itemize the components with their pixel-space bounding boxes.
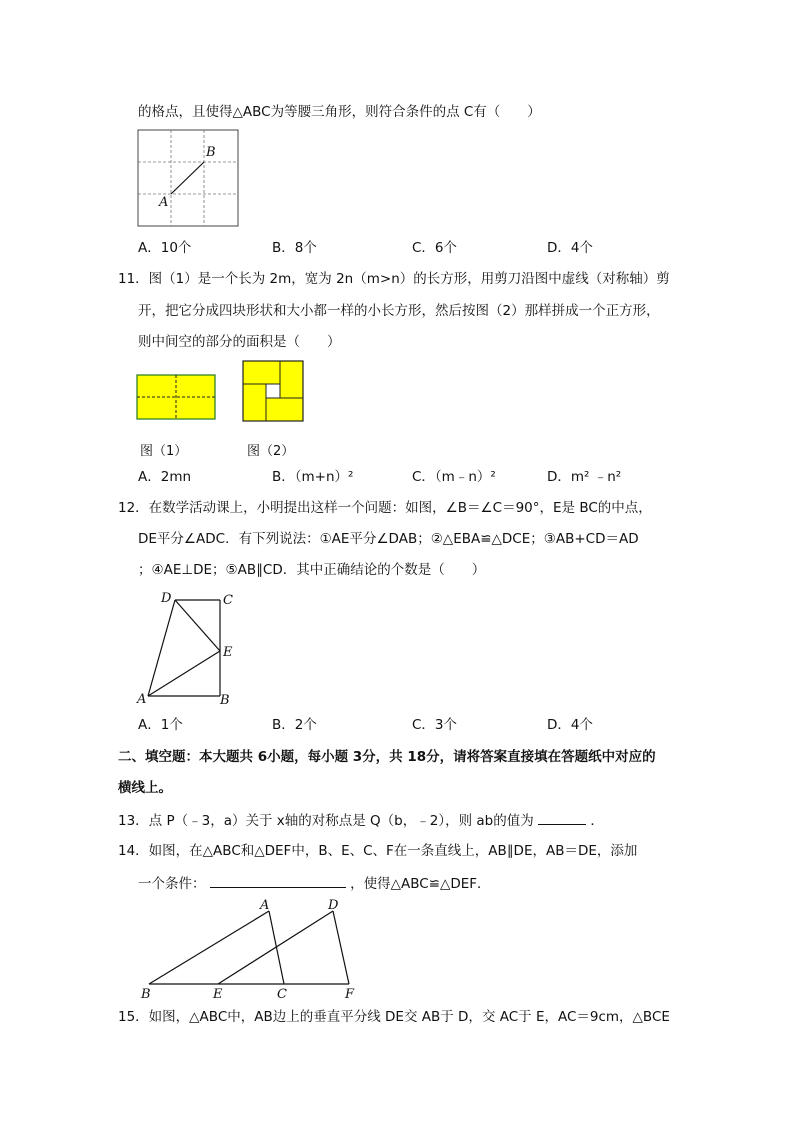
q10-option-b: B．8个: [272, 240, 317, 256]
section-2-heading: 二、填空题：本大题共 6小题，每小题 3分，共 18分，请将答案直接填在答题纸中对应的: [118, 749, 656, 765]
q11-fig1-caption: 图（1）: [140, 444, 188, 459]
q14-figure: [136, 893, 366, 1005]
q12-label-b: B: [220, 693, 230, 708]
q11-line-2: 开，把它分成四块形状和大小都一样的小长方形，然后按图（2）那样拼成一个正方形，: [138, 303, 660, 319]
q10-label-b: B: [206, 145, 216, 160]
q11-option-a: A．2mn: [138, 469, 192, 485]
q11-line-3: 则中间空的部分的面积是（ ）: [138, 334, 341, 350]
q10-option-c: C．6个: [412, 240, 458, 256]
q10-option-a: A．10个: [138, 240, 192, 256]
q10-grid-figure: [136, 128, 242, 230]
q12-figure: [134, 588, 244, 710]
q11-option-d: D．m² ﹣n²: [547, 469, 622, 485]
q13-line: [118, 810, 604, 830]
q14-label-a: A: [260, 898, 270, 913]
q13-end: ．: [590, 813, 604, 829]
q12-option-a: A．1个: [138, 717, 183, 733]
q12-option-d: D．4个: [547, 717, 593, 733]
section-2-heading-cont: 横线上。: [118, 780, 172, 796]
q11-fig2-caption: 图（2）: [247, 444, 295, 459]
q10-option-d: D．4个: [547, 240, 593, 256]
q14-line-2-pre: 一个条件：: [138, 876, 206, 892]
q14-line-2: [138, 873, 491, 893]
q14-label-f: F: [345, 987, 355, 1002]
q11-option-c: C．（m﹣n）²: [412, 469, 496, 485]
q12-line-1: 12．在数学活动课上，小明提出这样一个问题：如图，∠B＝∠C＝90°，E是 BC的中点，: [118, 500, 652, 516]
q14-label-e: E: [213, 987, 223, 1002]
q12-label-c: C: [223, 593, 233, 608]
q14-line-2-post: ，使得△ABC≌△DEF．: [350, 876, 491, 892]
q14-label-d: D: [328, 898, 339, 913]
q13-text: 13．点 P（﹣3，a）关于 x轴的对称点是 Q（b，﹣2），则 ab的值为: [118, 813, 534, 829]
q14-label-c: C: [277, 987, 287, 1002]
q13-answer-blank[interactable]: [538, 810, 586, 825]
q12-line-3: ；④AE⊥DE；⑤AB∥CD．其中正确结论的个数是（ ）: [138, 562, 486, 578]
q12-option-c: C．3个: [412, 717, 458, 733]
q12-label-a: A: [137, 692, 147, 707]
q11-option-b: B．（m+n）²: [272, 469, 354, 485]
q14-answer-blank[interactable]: [210, 873, 346, 888]
q14-label-b: B: [141, 987, 151, 1002]
q12-line-2: DE平分∠ADC．有下列说法：①AE平分∠DAB；②△EBA≌△DCE；③AB+CD＝AD: [138, 531, 639, 547]
q11-figure-1: [136, 374, 218, 422]
q12-label-e: E: [223, 645, 233, 660]
q12-label-d: D: [161, 591, 172, 606]
q11-figure-2: [242, 360, 306, 424]
q10-segment-ab: [171, 162, 204, 194]
q10-label-a: A: [159, 195, 169, 210]
q12-option-b: B．2个: [272, 717, 317, 733]
q11-line-1: 11．图（1）是一个长为 2m，宽为 2n（m>n）的长方形，用剪刀沿图中虚线（对称轴）剪: [118, 271, 670, 287]
q14-line-1: 14．如图，在△ABC和△DEF中，B、E、C、F在一条直线上，AB∥DE，AB＝DE，添加: [118, 843, 638, 859]
q15-line-1: 15．如图，△ABC中，AB边上的垂直平分线 DE交 AB于 D，交 AC于 E，AC＝9cm，△BCE: [118, 1009, 670, 1025]
q10-text: 的格点，且使得△ABC为等腰三角形，则符合条件的点 C有（ ）: [138, 104, 541, 120]
